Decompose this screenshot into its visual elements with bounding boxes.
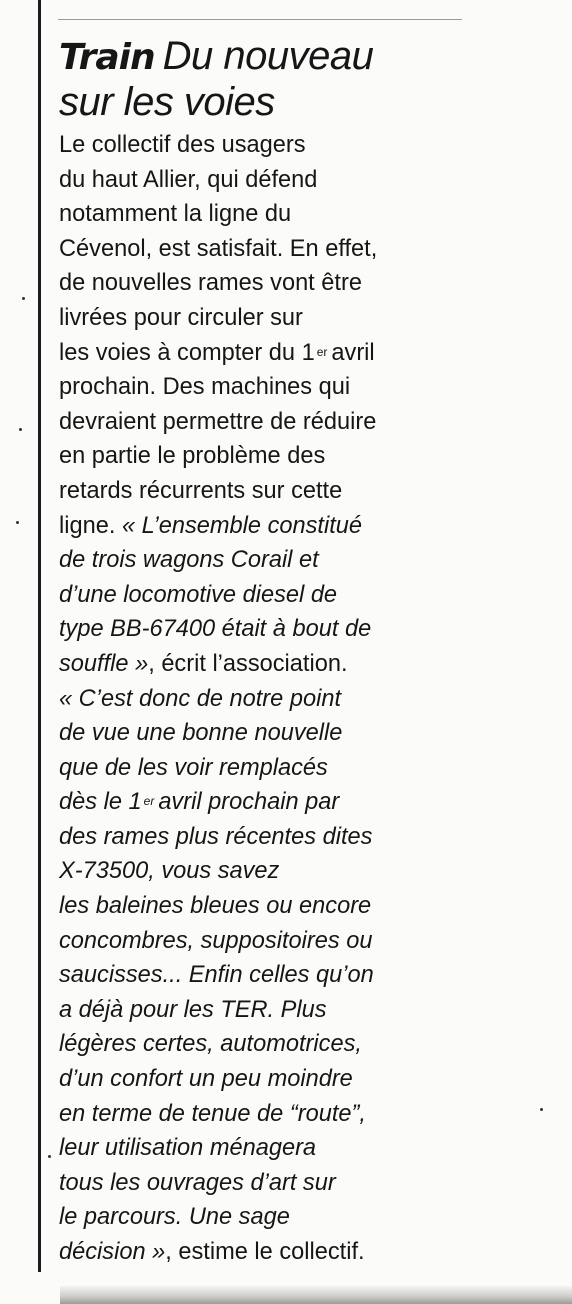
article-line	[59, 1062, 559, 1097]
article-line	[59, 197, 559, 232]
line-italic: les baleines bleues ou encore	[59, 893, 372, 920]
print-speck	[19, 428, 22, 431]
article-line	[59, 682, 559, 717]
line-italic: des rames plus récentes dites	[59, 823, 373, 850]
article-line	[59, 336, 559, 371]
article-line	[59, 128, 559, 163]
line-italic: dès le 1	[59, 789, 142, 816]
line-italic: « L’ensemble constitué	[121, 512, 362, 539]
article-line	[59, 924, 559, 959]
article-body	[59, 128, 559, 1270]
line-text: devraient permettre de réduire	[59, 408, 377, 435]
line-italic: de vue une bonne nouvelle	[59, 720, 343, 747]
article-line	[59, 785, 559, 820]
article-line	[59, 716, 559, 751]
article-line	[59, 301, 559, 336]
line-after: avril	[331, 339, 375, 366]
article-line	[59, 232, 559, 267]
line-italic: d’une locomotive diesel de	[59, 581, 338, 608]
article-line	[59, 405, 559, 440]
line-italic: « C’est donc de notre point	[59, 685, 341, 712]
top-rule	[58, 19, 462, 20]
article-line	[59, 820, 559, 855]
article-line	[59, 889, 559, 924]
article-line	[59, 751, 559, 786]
article-line	[59, 612, 559, 647]
line-italic: souffle »	[59, 650, 149, 677]
line-italic: leur utilisation ménagera	[59, 1135, 317, 1162]
line-italic: tous les ouvrages d’art sur	[59, 1169, 336, 1196]
article-line	[59, 647, 559, 682]
line-text: les voies à compter du 1	[59, 339, 315, 366]
line-text: de nouvelles rames vont être	[59, 270, 362, 297]
line-italic: d’un confort un peu moindre	[59, 1066, 353, 1093]
line-text: , écrit l’association.	[148, 650, 348, 677]
line-text: , estime le collectif.	[165, 1239, 365, 1265]
article-line	[59, 1097, 559, 1132]
headline-kicker: Train	[59, 37, 155, 78]
line-text: prochain. Des machines qui	[59, 374, 351, 401]
line-italic: que de les voir remplacés	[59, 754, 328, 781]
line-italic: de trois wagons Corail et	[59, 547, 319, 574]
line-italic: en terme de tenue de “route”,	[59, 1100, 366, 1127]
line-text: Cévenol, est satisfait. En effet,	[59, 235, 378, 262]
line-italic: a déjà pour les TER. Plus	[59, 996, 327, 1023]
article-line	[59, 1027, 559, 1062]
line-italic: décision »	[59, 1239, 166, 1265]
article-line	[59, 439, 559, 474]
article-line	[59, 993, 559, 1028]
article-line	[59, 958, 559, 993]
line-italic: le parcours. Une sage	[59, 1204, 290, 1231]
line-italic: X-73500, vous savez	[59, 858, 280, 885]
line-text: notamment la ligne du	[59, 201, 292, 228]
article-line	[59, 578, 559, 613]
article-line	[59, 474, 559, 509]
article-line	[59, 543, 559, 578]
line-text: ligne.	[59, 512, 122, 539]
page-edge	[60, 1286, 572, 1304]
article	[59, 34, 559, 1270]
headline	[59, 34, 559, 124]
line-sup: er	[316, 344, 328, 359]
headline-title-line2: sur les voies	[59, 80, 275, 124]
line-sup: er	[143, 794, 155, 809]
line-text: retards récurrents sur cette	[59, 477, 343, 504]
article-line	[59, 1131, 559, 1166]
article-line	[59, 509, 559, 544]
article-line	[59, 163, 559, 198]
article-line	[59, 854, 559, 889]
article-line	[59, 370, 559, 405]
line-italic: type BB-67400 était à bout de	[59, 616, 372, 643]
line-italic: concombres, suppositoires ou	[59, 927, 373, 954]
line-italic: saucisses... Enfin celles qu’on	[59, 962, 374, 989]
line-text: livrées pour circuler sur	[59, 304, 303, 331]
line-text: du haut Allier, qui défend	[59, 166, 318, 193]
article-line	[59, 1166, 559, 1201]
article-line	[59, 266, 559, 301]
print-speck	[22, 297, 25, 300]
line-italic-after: avril prochain par	[158, 789, 340, 816]
print-speck	[48, 1155, 51, 1158]
headline-title-line1: Du nouveau	[162, 34, 374, 78]
line-text: en partie le problème des	[59, 443, 326, 470]
column-rule	[38, 0, 41, 1272]
line-italic: légères certes, automotrices,	[59, 1031, 362, 1058]
line-text: Le collectif des usagers	[59, 132, 306, 158]
article-line	[59, 1235, 559, 1270]
article-line	[59, 1200, 559, 1235]
print-speck	[16, 521, 19, 524]
